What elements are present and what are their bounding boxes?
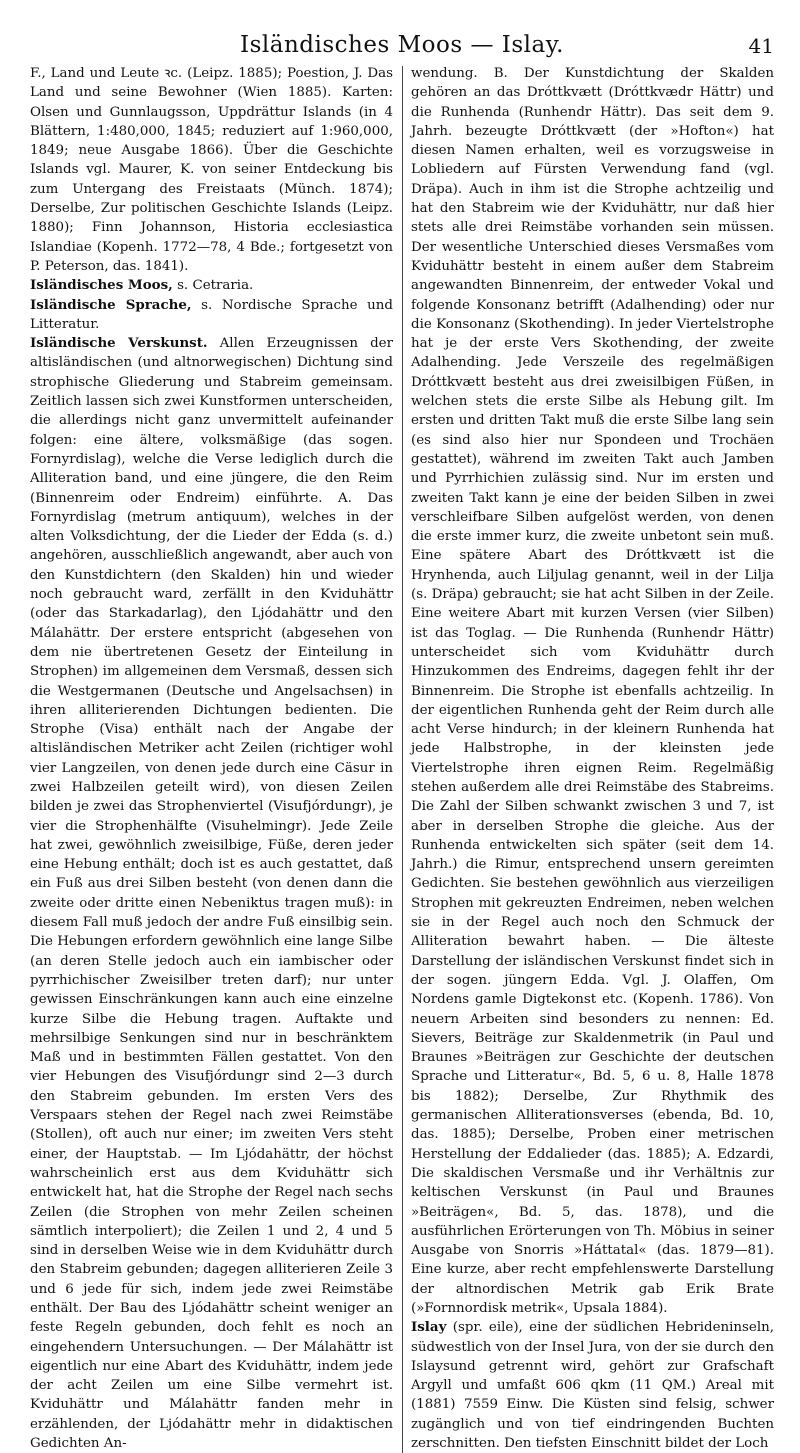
left-column	[30, 64, 402, 1453]
headword: Isländisches Moos,	[30, 277, 173, 294]
entry-islaendische-sprache	[30, 296, 393, 335]
text-columns	[30, 64, 774, 1453]
entry-text: (spr. eile), eine der südlichen Hebrideninseln, südwestlich von der Insel Jura, von der sie durch den Islaysund getrennt wird, gehört zur Grafschaft Argyll und umfaßt 606 qkm (11 QM.) Areal mit (1881) 7559 Einw. Die Küsten sind felsig, schwer zugänglich und von tief eindringenden Buchten zerschnitten. Den tiefsten Einschnitt bildet der Loch	[411, 1320, 774, 1452]
entry-islay	[411, 1318, 774, 1453]
paragraph-literature-islands: F., Land und Leute ꝛc. (Leipz. 1885); Poestion, J. Das Land und seine Bewohner (Wien 1885). Karten: Olsen und Gunnlaugsson, Uppdrättur Islands (in 4 Blättern, 1:480,000, 1845; reduziert auf 1:960,000, 1849; neue Ausgabe 1866). Über die Geschichte Islands vgl. Maurer, K. von seiner Entdeckung bis zum Untergang des Freistaats (Münch. 1874); Derselbe, Zur politischen Geschichte Islands (Leipz. 1880); Finn Johannson, Historia ecclesiastica Islandiae (Kopenh. 1772—78, 4 Bde.; fortgesetzt von P. Peterson, das. 1841).	[30, 66, 393, 274]
column-divider	[402, 66, 403, 1453]
entry-text: Allen Erzeugnissen der altisländischen (und altnorwegischen) Dichtung sind strophische Gliederung und Stabreim gemeinsam. Zeitlich lassen sich zwei Kunstformen unterscheiden, die allerdings nicht ganz unvermittelt aufeinander folgen: eine ältere, volksmäßige (das sogen. Fornyrdislag), welche die Verse lediglich durch die Alliteration band, und eine jüngere, die den Reim (Binnenreim oder Endreim) einführte. A. Das Fornyrdislag (metrum antiquum), welches in der alten Volksdichtung, der die Lieder der Edda (s. d.) angehören, ausschließlich angewandt, aber auch von den Kunstdichtern (den Skalden) hin und wieder noch gebraucht ward, zerfällt in den Kviduhättr (oder das Starkadarlag), den Ljódahättr und den Málahättr. Der erstere entspricht (abgesehen von dem nie übertretenen Gesetz der Einteilung in Strophen) im allgemeinen dem Versmaß, dessen sich die Westgermanen (Deutsche und Angelsachsen) in ihren alliterierenden Dichtungen bedienten. Die Strophe (Visa) enthält nach der Angabe der altisländischen Metriker acht Zeilen (richtiger wohl vier Langzeilen, von denen jede durch eine Cäsur in zwei Halbzeilen geteilt wird), von diesen Zeilen bilden je zwei das Strophenviertel (Visufjórdungr), je vier die Strophenhälfte (Visuhelmingr). Jede Zeile hat zwei, gewöhnlich zweisilbige, Füße, deren jeder eine Hebung enthält; doch ist es auch gestattet, daß ein Fuß aus drei Silben besteht (von denen dann die zweite oder dritte einen Nebeniktus tragen muß): in diesem Fall muß jedoch der andre Fuß einsilbig sein. Die Hebungen erfordern gewöhnlich eine lange Silbe (an deren Stelle jedoch auch ein iambischer oder pyrrhichischer Zweisilber treten darf); nur unter gewissen Einschränkungen kann auch eine einzelne kurze Silbe die Hebung tragen. Auftakte und mehrsilbige Senkungen sind nur in beschränktem Maß und in bestimmten Fällen gestattet. Von den vier Hebungen des Visufjórdungr sind 2—3 durch den Stabreim gebunden. Im ersten Vers des Verspaars stehen der Regel nach zwei Reimstäbe (Stollen), oft auch nur einer; im zweiten Vers steht einer, der Hauptstab. — Im Ljódahättr, der höchst wahrscheinlich erst aus dem Kviduhättr sich entwickelt hat, hat die Strophe der Regel nach sechs Zeilen (die Strophen von mehr Zeilen scheinen sämtlich interpoliert); die Zeilen 1 und 2, 4 und 5 sind in derselben Weise wie in dem Kviduhättr durch den Stabreim gebunden; dagegen alliterieren Zeile 3 und 6 jede für sich, indem jede zwei Reimstäbe enthält. Der Bau des Ljódahättr scheint weniger an feste Regeln gebunden, doch fehlt es noch an eingehendern Untersuchungen. — Der Málahättr ist eigentlich nur eine Abart des Kviduhättr, indem jede der acht Zeilen um eine Silbe vermehrt ist. Kviduhättr und Málahättr fanden mehr in erzählenden, der Ljódahättr mehr in didaktischen Gedichten An-	[30, 336, 393, 1452]
paragraph-verskunst-continued: wendung. B. Der Kunstdichtung der Skalden gehören an das Dróttkvætt (Dróttkvædr Hättr) und die Runhenda (Runhendr Hättr). Das seit dem 9. Jahrh. bezeugte Dróttkvætt (der »Hofton«) hat diesen Namen erhalten, weil es vorzugsweise in Lobliedern auf Fürsten Verwendung fand (vgl. Dräpa). Auch in ihm ist die Strophe achtzeilig und hat den Stabreim wie der Kviduhättr, nur daß hier stets alle drei Reimstäbe vorhanden sein müssen. Der wesentliche Unterschied dieses Versmaßes vom Kviduhättr besteht in einem außer dem Stabreim angewandten Binnenreim, der entweder Vokal und folgende Konsonanz betrifft (Adalhending) oder nur die Konsonanz (Skothending). In jeder Viertelstrophe hat je der erste Vers Skothending, der zweite Adalhending. Jede Verszeile des regelmäßigen Dróttkvætt besteht aus drei zweisilbigen Füßen, in welchen stets die erste Silbe als Hebung gilt. Im ersten und dritten Takt muß die erste Silbe lang sein (es sind also hier nur Spondeen und Trochäen gestattet), während im zweiten Takt auch Jamben und Pyrrhichien zulässig sind. Nur im ersten und zweiten Takt kann je eine der beiden Silben in zwei verschleifbare Silben aufgelöst werden, von denen die erste immer kurz, die zweite unbetont sein muß. Eine spätere Abart des Dróttkvætt ist die Hrynhenda, auch Liljulag genannt, weil in der Lilja (s. Dräpa) gebraucht; sie hat acht Silben in der Zeile. Eine weitere Abart mit kurzen Versen (vier Silben) ist das Toglag. — Die Runhenda (Runhendr Hättr) unterscheidet sich vom Kviduhättr durch Hinzukommen des Endreims, dagegen fehlt ihr der Binnenreim. Die Strophe ist ebenfalls achtzeilig. In der eigentlichen Runhenda geht der Reim durch alle acht Verse hindurch; in der kleinern Runhenda hat jede Halbstrophe, in der kleinsten jede Viertelstrophe ihren eignen Reim. Regelmäßig stehen außerdem alle drei Reimstäbe des Stabreims. Die Zahl der Silben schwankt zwischen 3 und 7, ist aber in derselben Strophe die gleiche. Aus der Runhenda entwickelten sich später (seit dem 14. Jahrh.) die Rimur, entsprechend unsern gereimten Gedichten. Sie bestehen gewöhnlich aus vierzeiligen Strophen mit gekreuzten Endreimen, neben welchen sie in der Regel auch noch den Schmuck der Alliteration bewahrt haben. — Die älteste Darstellung der isländischen Verskunst findet sich in der sogen. jüngern Edda. Vgl. J. Olaffen, Om Nordens gamle Digtekonst etc. (Kopenh. 1786). Von neuern Arbeiten sind besonders zu nennen: Ed. Sievers, Beiträge zur Skaldenmetrik (in Paul und Braunes »Beiträgen zur Geschichte der deutschen Sprache und Litteratur«, Bd. 5, 6 u. 8, Halle 1878 bis 1882); Derselbe, Zur Rhythmik des germanischen Alliterationsverses (ebenda, Bd. 10, das. 1885); Derselbe, Proben einer metrischen Herstellung der Eddalieder (das. 1885); A. Edzardi, Die skaldischen Versmaße und ihr Verhältnis zur keltischen Verskunst (in Paul und Braunes »Beiträgen«, Bd. 5, das. 1878), und die ausführlichen Erörterungen von Th. Möbius in seiner Ausgabe von Snorris »Háttatal« (das. 1879—81). Eine kurze, aber recht empfehlenswerte Darstellung der altnordischen Metrik gab Erik Brate (»Fornnordisk metrik«, Upsala 1884).	[411, 66, 774, 1316]
page-header	[30, 24, 774, 64]
right-column	[402, 64, 774, 1453]
headword: Isländische Verskunst.	[30, 335, 208, 352]
running-title: Isländisches Moos — Islay.	[240, 32, 564, 58]
headword: Isländische Sprache,	[30, 296, 192, 313]
entry-text: s. Cetraria.	[177, 278, 254, 294]
entry-islaendische-verskunst	[30, 334, 393, 1453]
headword: Islay	[411, 1319, 447, 1336]
entry-text: s. Nordische Sprache und Litteratur.	[30, 297, 393, 332]
page-number: 41	[748, 34, 774, 58]
entry-islaendisches-moos	[30, 276, 393, 295]
